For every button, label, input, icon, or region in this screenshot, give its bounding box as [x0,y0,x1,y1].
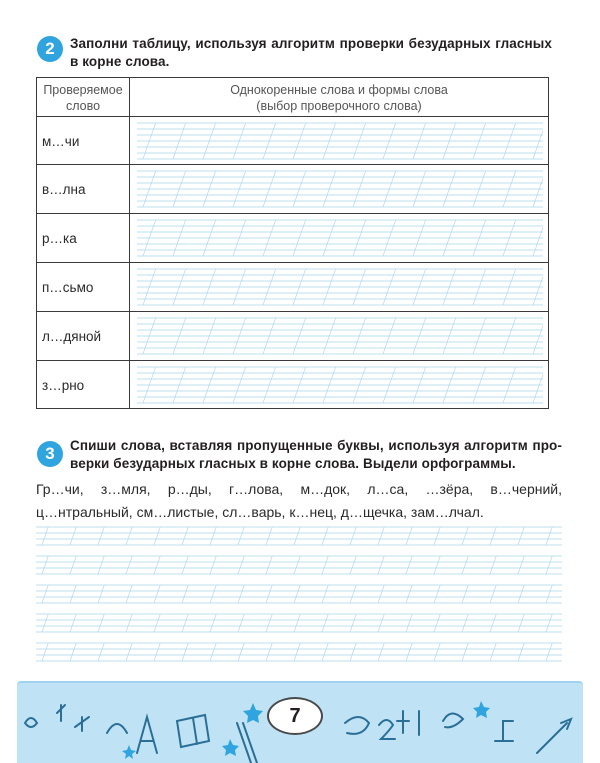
slant-guide-line [406,643,412,661]
slant-guide-line [126,643,132,661]
slant-guide-line [546,643,552,661]
slant-guide-line [238,556,244,574]
slant-guide-line [126,556,132,574]
task-3-instruction-line-1: Спиши слова, вставляя пропущенные буквы, используя алгоритм про- [70,438,562,453]
doodle-plus-icon [397,711,409,733]
slant-guide-line [378,643,384,661]
table-writing-lines[interactable] [37,78,548,408]
slant-guide-line [434,643,440,661]
slant-guide-line [238,614,244,632]
star-icon [122,745,136,759]
table-row-word-2: в…лна [42,182,86,197]
slant-guide-line [182,585,188,603]
slant-guide-line [154,614,160,632]
slant-guide-line [266,527,272,545]
slant-guide-line [406,614,412,632]
slant-guide-line [350,585,356,603]
page-number-badge [267,697,323,735]
table-header-forms-subtitle: (выбор проверочного слова) [256,99,422,113]
word-list-line-1: Гр…чи, з…мля, р…ды, г…лова, м…док, л…са, …зёра, в…черний, [36,481,562,497]
slant-guide-line [294,556,300,574]
slant-guide-line [70,556,76,574]
slant-guide-line [434,614,440,632]
slant-guide-line [518,643,524,661]
letter-a-icon [137,717,157,753]
letter-g-icon [495,721,513,741]
task-3-instruction [70,437,562,473]
slant-guide-line [546,585,552,603]
slant-guide-line [238,527,244,545]
slant-guide-line [98,614,104,632]
pen-icon [537,719,571,753]
slant-guide-line [70,643,76,661]
slant-guide-line [378,585,384,603]
slant-guide-line [266,556,272,574]
slant-guide-line [462,643,468,661]
slant-guide-line [126,585,132,603]
slant-guide-line [266,585,272,603]
slant-guide-line [322,527,328,545]
table-row-word-4: п…сьмо [42,280,94,295]
task-3-writing-lines[interactable] [36,523,564,673]
table-header-forms-title: Однокоренные слова и формы слова [230,83,448,97]
slant-guide-line [70,614,76,632]
slant-guide-line [42,643,48,661]
slant-guide-line [42,556,48,574]
slant-guide-line [294,614,300,632]
slant-guide-line [98,556,104,574]
slant-guide-line [126,614,132,632]
slant-guide-line [42,527,48,545]
task-3-number: 3 [45,444,55,463]
slant-guide-line [182,643,188,661]
table-row-word-5: л…дяной [42,329,102,344]
slant-guide-line [406,527,412,545]
slant-guide-line [350,527,356,545]
slant-guide-line [462,556,468,574]
slant-guide-line [154,585,160,603]
slant-guide-line [518,614,524,632]
slant-guide-line [70,527,76,545]
slant-guide-line [490,585,496,603]
slant-guide-line [462,527,468,545]
slant-guide-line [98,643,104,661]
slant-guide-line [406,585,412,603]
slant-guide-line [98,527,104,545]
letter-b-icon [345,717,369,734]
slant-guide-line [322,614,328,632]
slant-guide-line [434,527,440,545]
task-3-word-list [36,478,562,524]
doodle-squiggle-icon [25,718,37,727]
slant-guide-line [434,585,440,603]
slant-guide-line [518,556,524,574]
slant-guide-line [238,585,244,603]
open-book-icon [177,715,209,747]
slant-guide-line [238,643,244,661]
slant-guide-line [126,527,132,545]
slant-guide-line [378,527,384,545]
check-words-table [36,77,549,409]
slant-guide-line [266,614,272,632]
slant-guide-line [546,556,552,574]
slant-guide-line [210,614,216,632]
slant-guide-line [154,556,160,574]
slant-guide-line [490,556,496,574]
task-2-number: 2 [45,39,55,58]
slant-guide-line [490,527,496,545]
slant-guide-line [462,585,468,603]
slant-guide-line [546,527,552,545]
slant-guide-line [98,585,104,603]
slant-guide-line [406,556,412,574]
slant-guide-line [210,556,216,574]
table-row-word-3: р…ка [42,231,77,246]
slant-guide-line [322,643,328,661]
slant-guide-line [294,527,300,545]
slant-guide-line [210,585,216,603]
doodle-curl-icon [443,713,463,727]
slant-guide-line [210,643,216,661]
doodle-plus-icon [75,717,89,731]
task-2-number-badge [37,36,63,62]
digit-2-icon [379,720,395,739]
slant-guide-line [70,585,76,603]
slant-guide-line [546,614,552,632]
slant-guide-line [518,527,524,545]
slant-guide-line [322,585,328,603]
table-row-word-1: м…чи [42,134,80,149]
slant-guide-line [490,643,496,661]
star-icon [243,703,263,723]
slant-guide-line [154,643,160,661]
slant-guide-line [378,556,384,574]
slant-guide-line [350,614,356,632]
slant-guide-line [350,643,356,661]
table-row-word-6: з…рно [42,378,85,393]
slant-guide-line [322,556,328,574]
slant-guide-line [266,643,272,661]
slant-guide-line [462,614,468,632]
doodle-arc-icon [107,724,127,733]
table-header-checked-word: Проверяемое слово [43,83,123,113]
slant-guide-line [350,556,356,574]
slant-guide-line [182,614,188,632]
slant-guide-line [518,585,524,603]
star-icon [222,739,239,756]
task-3-number-badge [37,441,63,467]
pencil-icon [237,723,257,763]
slant-guide-line [294,643,300,661]
slant-guide-line [434,556,440,574]
slant-guide-line [42,614,48,632]
star-icon [473,701,490,718]
task-3-instruction-line-2: верки безударных гласных в корне слова. Выдели орфограммы. [70,456,516,471]
slant-guide-line [42,585,48,603]
slant-guide-line [154,527,160,545]
task-2-instruction: Заполни таблицу, используя алгоритм проверки безударных гласных в корне слова. [70,36,552,69]
doodle-plus-icon [57,705,65,721]
slant-guide-line [210,527,216,545]
slant-guide-line [294,585,300,603]
slant-guide-line [182,527,188,545]
slant-guide-line [490,614,496,632]
word-list-line-2: ц…нтральный, см…листые, сл…варь, к…нец, д…щечка, зам…лчал. [36,504,484,520]
slant-guide-line [182,556,188,574]
slant-guide-line [378,614,384,632]
page-number: 7 [289,704,301,727]
